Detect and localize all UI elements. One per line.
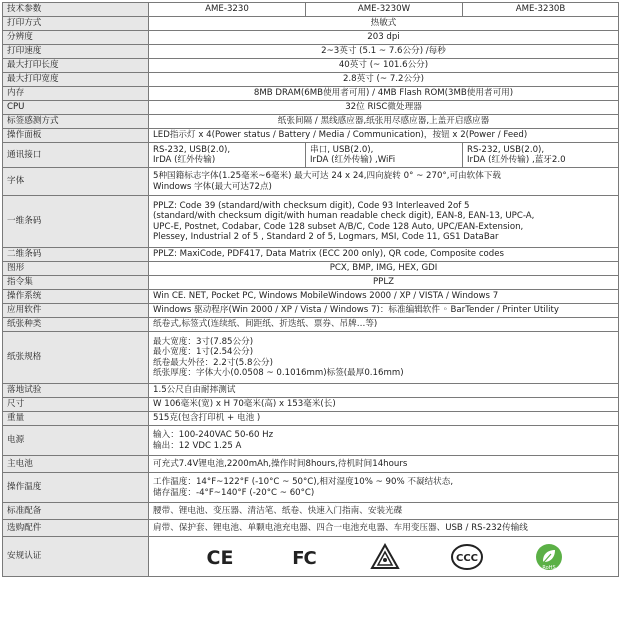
row-command — [3, 276, 619, 290]
fonts-line-1: 5种国籍标志字体(1.25毫米~6毫米) 最大可达 24 x 24,四向旋转 0° ~ 270°,可由软体下载 — [153, 171, 502, 182]
spec-table — [2, 2, 619, 577]
drop-test-value: 1.5公尺自由耐摔测试 — [149, 384, 619, 398]
weight-label: 重量 — [3, 412, 149, 426]
comm-ame-3230w-line-2: IrDA (红外传输) ,WiFi — [310, 155, 396, 165]
row-barcode-2d — [3, 248, 619, 262]
command-label: 指令集 — [3, 276, 149, 290]
comm-ame-3230-line-1: RS-232, USB(2.0), — [153, 144, 231, 155]
max-length-value: 40英寸 (~ 101.6公分) — [149, 59, 619, 73]
row-temperature — [3, 473, 619, 503]
software-value: Windows 驱动程序(Win 2000 / XP / Vista / Windows 7)：标准编辑软件 ◦ BarTender / Printer Utility — [149, 304, 619, 318]
max-length-label: 最大打印长度 — [3, 59, 149, 73]
model-ame-3230: AME-3230 — [149, 3, 306, 17]
row-sensor — [3, 115, 619, 129]
print-speed-value: 2~3英寸 (5.1 ~ 7.6公分) /每秒 — [149, 45, 619, 59]
panel-label: 操作面板 — [3, 129, 149, 143]
barcode-1d-line-3: UPC-E, Postnet, Codabar, Code 128 subset A/B/C, Code 128 Auto, UPC/EAN-Extension, — [153, 221, 524, 232]
ccc-mark-text: CCC — [456, 552, 479, 564]
ce-mark-text: CE — [206, 546, 234, 569]
row-certification — [3, 537, 619, 577]
print-method-label: 打印方式 — [3, 17, 149, 31]
row-drop-test — [3, 384, 619, 398]
model-ame-3230w: AME-3230W — [306, 3, 463, 17]
paper-type-label: 纸张种类 — [3, 318, 149, 332]
paper-spec-label: 纸张规格 — [3, 332, 149, 384]
os-value: Win CE. NET, Pocket PC, Windows MobileWindows 2000 / XP / VISTA / Windows 7 — [149, 290, 619, 304]
header-label: 技术参数 — [3, 3, 149, 17]
row-dimension — [3, 398, 619, 412]
comm-ame-3230w — [306, 143, 463, 168]
memory-label: 内存 — [3, 87, 149, 101]
certification-label: 安规认证 — [3, 537, 149, 577]
triangle-cert-icon — [370, 543, 400, 571]
row-standard — [3, 503, 619, 520]
paper-spec-line-4: 纸张厚度：字体大小(0.0508 ~ 0.1016mm)标签(最厚0.16mm) — [153, 367, 404, 378]
barcode-1d-line-1: PPLZ: Code 39 (standard/with checksum digit), Code 93 Interleaved 2of 5 — [153, 200, 470, 211]
cpu-label: CPU — [3, 101, 149, 115]
os-label: 操作系统 — [3, 290, 149, 304]
row-panel — [3, 129, 619, 143]
power-value — [149, 426, 619, 456]
fcc-mark-text: FC — [291, 547, 316, 569]
comm-ame-3230b — [463, 143, 619, 168]
battery-value: 可充式7.4V锂电池,2200mAh,操作时间8hours,待机时间14hours — [149, 456, 619, 473]
sensor-value: 纸张间隔 / 黑线感应器,纸张用尽感应器,上盖开启感应器 — [149, 115, 619, 129]
drop-test-label: 落地试验 — [3, 384, 149, 398]
comm-ame-3230-line-2: IrDA (红外传输) — [153, 155, 216, 165]
certification-logos — [149, 537, 619, 577]
model-ame-3230b: AME-3230B — [463, 3, 619, 17]
paper-spec-line-2: 最小宽度：1寸(2.54公分) — [153, 347, 254, 358]
comm-ame-3230b-line-2: IrDA (红外传输) ,蓝牙2.0 — [467, 155, 566, 165]
row-cpu — [3, 101, 619, 115]
row-optional — [3, 520, 619, 537]
row-memory — [3, 87, 619, 101]
sensor-label: 标签感测方式 — [3, 115, 149, 129]
row-print-method — [3, 17, 619, 31]
barcode-1d-line-2: (standard/with checksum digit/with human readable check digit), EAN-8, EAN-13, UPC-A, — [153, 211, 535, 222]
fonts-label: 字体 — [3, 168, 149, 196]
max-width-label: 最大打印宽度 — [3, 73, 149, 87]
comm-ame-3230w-line-1: 串口, USB(2.0), — [310, 144, 374, 155]
row-paper-type — [3, 318, 619, 332]
standard-value: 腰带、锂电池、变压器、清洁笔、纸卷、快速入门指南、安装光碟 — [149, 503, 619, 520]
barcode-2d-label: 二维条码 — [3, 248, 149, 262]
cpu-value: 32位 RISC微处理器 — [149, 101, 619, 115]
weight-value: 515克(包含打印机 + 电池 ) — [149, 412, 619, 426]
rohs-leaf-icon — [534, 542, 564, 572]
row-print-speed — [3, 45, 619, 59]
fonts-line-2: Windows 字体(最大可达72点) — [153, 181, 272, 192]
comm-label: 通讯接口 — [3, 143, 149, 168]
row-battery — [3, 456, 619, 473]
row-max-width — [3, 73, 619, 87]
barcode-1d-label: 一维条码 — [3, 196, 149, 248]
row-paper-spec — [3, 332, 619, 384]
optional-value: 肩带、保护套、锂电池、单颗电池充电器、四合一电池充电器、车用变压器、USB / RS-232传输线 — [149, 520, 619, 537]
ccc-mark-icon — [450, 543, 484, 571]
resolution-label: 分辨度 — [3, 31, 149, 45]
ce-mark-icon — [203, 544, 237, 570]
paper-type-value: 纸卷式,标签式(连续纸、间距纸、折迭纸、票券、吊牌…等) — [149, 318, 619, 332]
fcc-mark-icon — [287, 544, 321, 570]
temperature-value — [149, 473, 619, 503]
row-comm — [3, 143, 619, 168]
row-power — [3, 426, 619, 456]
row-resolution — [3, 31, 619, 45]
power-output: 输出：12 VDC 1.25 A — [153, 440, 242, 451]
print-method-value: 热敏式 — [149, 17, 619, 31]
row-fonts — [3, 168, 619, 196]
dimension-label: 尺寸 — [3, 398, 149, 412]
power-label: 电源 — [3, 426, 149, 456]
battery-label: 主电池 — [3, 456, 149, 473]
row-os — [3, 290, 619, 304]
row-barcode-1d — [3, 196, 619, 248]
temperature-label: 操作温度 — [3, 473, 149, 503]
resolution-value: 203 dpi — [149, 31, 619, 45]
command-value: PPLZ — [149, 276, 619, 290]
row-max-length — [3, 59, 619, 73]
barcode-2d-value: PPLZ: MaxiCode, PDF417, Data Matrix (ECC 200 only), QR code, Composite codes — [149, 248, 619, 262]
panel-value: LED指示灯 x 4(Power status / Battery / Media / Communication)，按钮 x 2(Power / Feed) — [149, 129, 619, 143]
standard-label: 标准配备 — [3, 503, 149, 520]
print-speed-label: 打印速度 — [3, 45, 149, 59]
software-label: 应用软件 — [3, 304, 149, 318]
barcode-1d-line-4: Plessey, Industrial 2 of 5 , Standard 2 of 5, Logmars, MSI, Code 11, GS1 DataBar — [153, 231, 499, 242]
paper-spec-line-3: 纸卷最大外径：2.2寸(5.8公分) — [153, 357, 273, 368]
power-input: 输入：100-240VAC 50-60 Hz — [153, 430, 274, 441]
graphics-value: PCX, BMP, IMG, HEX, GDI — [149, 262, 619, 276]
rohs-mark-text: RoHS — [542, 564, 556, 571]
row-graphics — [3, 262, 619, 276]
temperature-working: 工作温度：14°F~122°F (-10°C ~ 50°C),相对湿度10% ~ 90% 不凝结状态, — [153, 477, 454, 488]
paper-spec-line-1: 最大宽度：3寸(7.85公分) — [153, 336, 254, 347]
header-row — [3, 3, 619, 17]
memory-value: 8MB DRAM(6MB使用者可用) / 4MB Flash ROM(3MB使用者可用) — [149, 87, 619, 101]
optional-label: 选购配件 — [3, 520, 149, 537]
graphics-label: 图形 — [3, 262, 149, 276]
comm-ame-3230 — [149, 143, 306, 168]
comm-ame-3230b-line-1: RS-232, USB(2.0), — [467, 144, 545, 155]
barcode-1d-value — [149, 196, 619, 248]
row-software — [3, 304, 619, 318]
paper-spec-value — [149, 332, 619, 384]
temperature-storage: 储存温度：-4°F~140°F (-20°C ~ 60°C) — [153, 487, 315, 498]
fonts-value — [149, 168, 619, 196]
dimension-value: W 106毫米(宽) x H 70毫米(高) x 153毫米(长) — [149, 398, 619, 412]
max-width-value: 2.8英寸 (~ 7.2公分) — [149, 73, 619, 87]
row-weight — [3, 412, 619, 426]
